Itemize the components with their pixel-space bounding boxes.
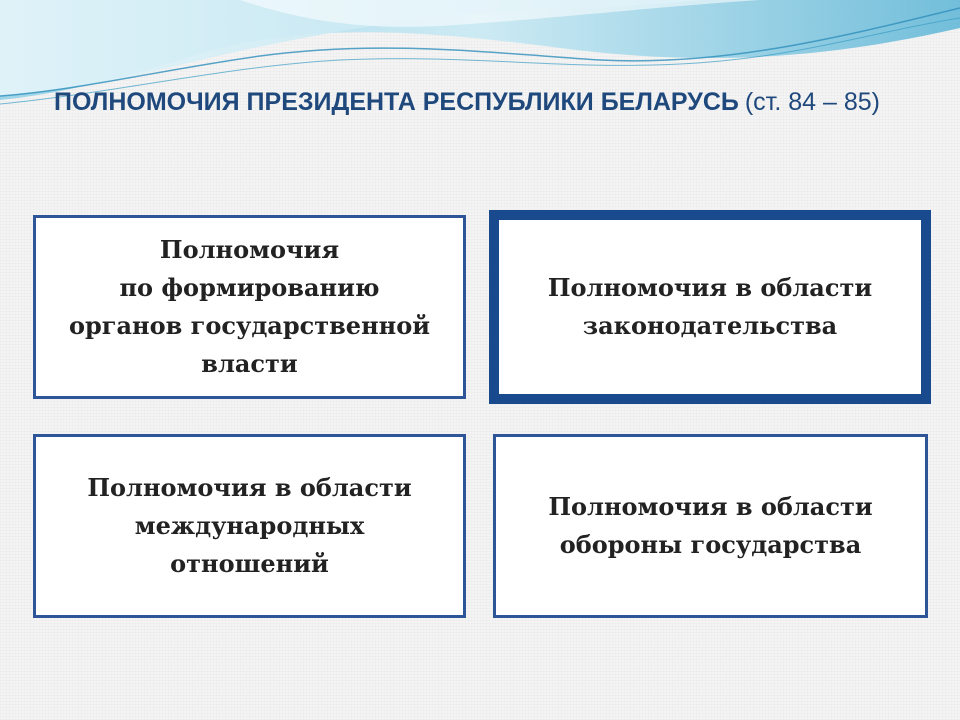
slide-title (54, 84, 934, 120)
box-international-relations (33, 434, 466, 618)
box-defense-text: Полномочия в области обороны государства (548, 492, 873, 559)
slide-title-article-ref: (ст. 84 – 85) (744, 88, 880, 116)
box-state-defense (493, 434, 928, 618)
box-formation-of-state-bodies (33, 215, 466, 399)
slide-title-main: ПОЛНОМОЧИЯ ПРЕЗИДЕНТА РЕСПУБЛИКИ БЕЛАРУСЬ (54, 88, 739, 116)
box-formation-text: Полномочия по формированию органов государственной власти (68, 235, 431, 378)
box-legislation-text: Полномочия в области законодательства (547, 273, 873, 340)
box-legislation (489, 210, 931, 404)
box-international-text: Полномочия в области международных отношений (87, 473, 412, 578)
